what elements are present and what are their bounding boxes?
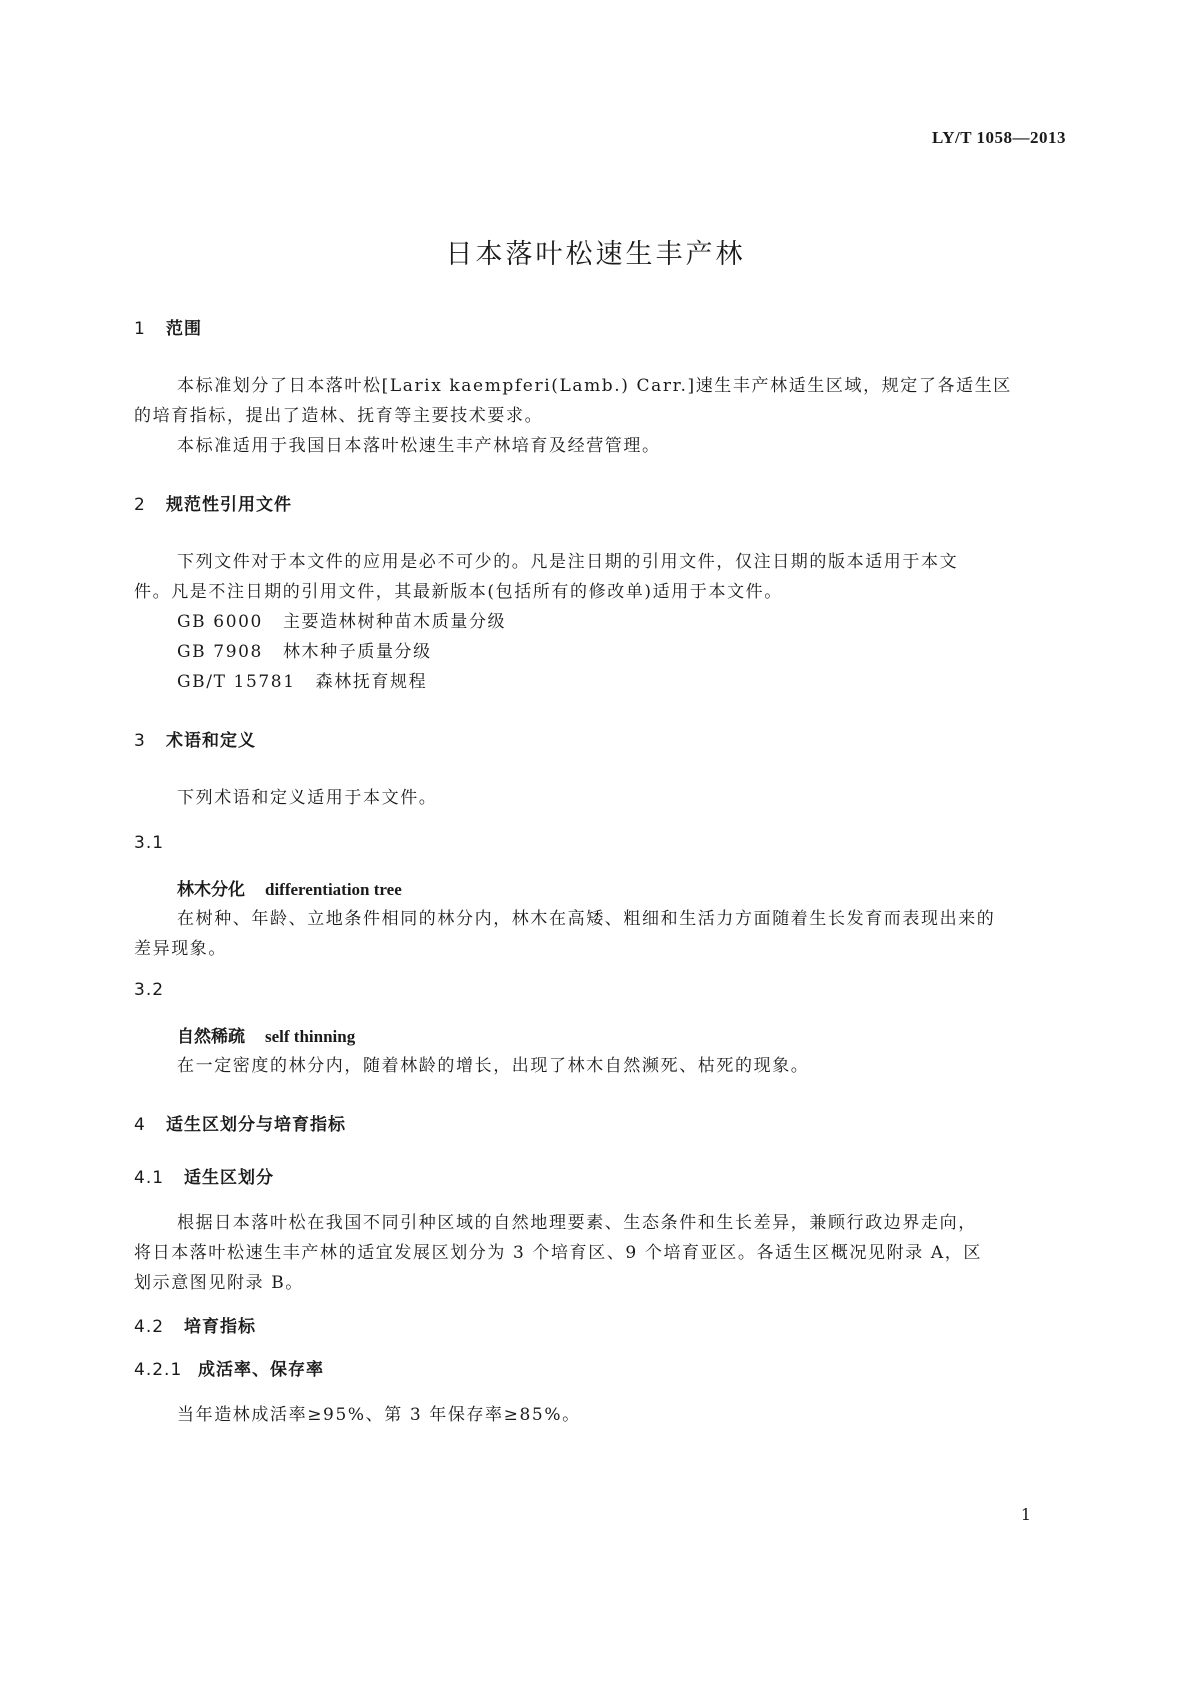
section-title: 规范性引用文件 bbox=[166, 495, 292, 515]
reference-code: GB 7908 bbox=[177, 642, 263, 662]
term-number: 3.1 bbox=[134, 833, 165, 853]
subsection-number: 4.2.1 bbox=[134, 1360, 183, 1380]
page-title: 日本落叶松速生丰产林 bbox=[445, 239, 746, 270]
term-number: 3.2 bbox=[134, 980, 165, 1000]
paragraph-line: 的培育指标，提出了造林、抚育等主要技术要求。 bbox=[134, 406, 544, 426]
subsection-4-2-heading bbox=[134, 1312, 256, 1337]
term-title bbox=[177, 1022, 355, 1047]
subsection-title: 适生区划分 bbox=[184, 1168, 274, 1188]
reference-code: GB 6000 bbox=[177, 612, 263, 632]
section-title: 适生区划分与培育指标 bbox=[166, 1115, 346, 1135]
subsection-number: 4.2 bbox=[134, 1317, 165, 1337]
section-number: 3 bbox=[134, 731, 146, 751]
paragraph-line: 下列术语和定义适用于本文件。 bbox=[177, 788, 438, 808]
section-1-heading bbox=[134, 314, 202, 339]
subsection-4-2-1-heading bbox=[134, 1355, 324, 1380]
reference-title: 林木种子质量分级 bbox=[282, 642, 432, 662]
subsection-4-1-heading bbox=[134, 1163, 274, 1188]
term-zh: 林木分化 bbox=[177, 880, 245, 900]
section-title: 术语和定义 bbox=[166, 731, 256, 751]
document-code: LY/T 1058—2013 bbox=[931, 128, 1066, 147]
reference-item bbox=[177, 637, 432, 662]
section-number: 2 bbox=[134, 495, 146, 515]
section-2-heading bbox=[134, 490, 292, 515]
section-number: 1 bbox=[134, 319, 146, 339]
subsection-title: 成活率、保存率 bbox=[198, 1360, 324, 1380]
term-title bbox=[177, 875, 402, 900]
paragraph-line: 件。凡是不注日期的引用文件，其最新版本(包括所有的修改单)适用于本文件。 bbox=[134, 582, 783, 602]
paragraph-line: 将日本落叶松速生丰产林的适宜发展区划分为 3 个培育区、9 个培育亚区。各适生区概况见附录 A，区 bbox=[134, 1243, 982, 1263]
definition-line: 在树种、年龄、立地条件相同的林分内，林木在高矮、粗细和生活力方面随着生长发育而表现出来的 bbox=[177, 909, 996, 929]
reference-item bbox=[177, 607, 506, 632]
paragraph-line: 本标准适用于我国日本落叶松速生丰产林培育及经营管理。 bbox=[177, 436, 661, 456]
subsection-title: 培育指标 bbox=[184, 1317, 256, 1337]
paragraph-line: 当年造林成活率≥95%、第 3 年保存率≥85%。 bbox=[177, 1405, 581, 1425]
subsection-number: 4.1 bbox=[134, 1168, 165, 1188]
paragraph-line: 划示意图见附录 B。 bbox=[134, 1273, 304, 1293]
reference-title: 森林抚育规程 bbox=[315, 672, 428, 692]
page-number: 1 bbox=[1020, 1505, 1031, 1524]
paragraph-line: 根据日本落叶松在我国不同引种区域的自然地理要素、生态条件和生长差异，兼顾行政边界走向， bbox=[177, 1213, 977, 1233]
section-3-heading bbox=[134, 726, 256, 751]
section-number: 4 bbox=[134, 1115, 146, 1135]
term-en: differentiation tree bbox=[265, 880, 402, 899]
definition-line: 在一定密度的林分内，随着林龄的增长，出现了林木自然濒死、枯死的现象。 bbox=[177, 1056, 810, 1076]
reference-code: GB/T 15781 bbox=[177, 672, 296, 692]
term-en: self thinning bbox=[265, 1027, 356, 1046]
reference-item bbox=[177, 667, 427, 692]
paragraph-line: 下列文件对于本文件的应用是必不可少的。凡是注日期的引用文件，仅注日期的版本适用于本文 bbox=[177, 552, 959, 572]
term-zh: 自然稀疏 bbox=[177, 1027, 245, 1047]
definition-line: 差异现象。 bbox=[134, 939, 227, 959]
section-title: 范围 bbox=[166, 319, 202, 339]
reference-title: 主要造林树种苗木质量分级 bbox=[282, 612, 507, 632]
paragraph-line: 本标准划分了日本落叶松[Larix kaempferi(Lamb.) Carr.]速生丰产林适生区域，规定了各适生区 bbox=[177, 376, 1012, 396]
section-4-heading bbox=[134, 1110, 346, 1135]
